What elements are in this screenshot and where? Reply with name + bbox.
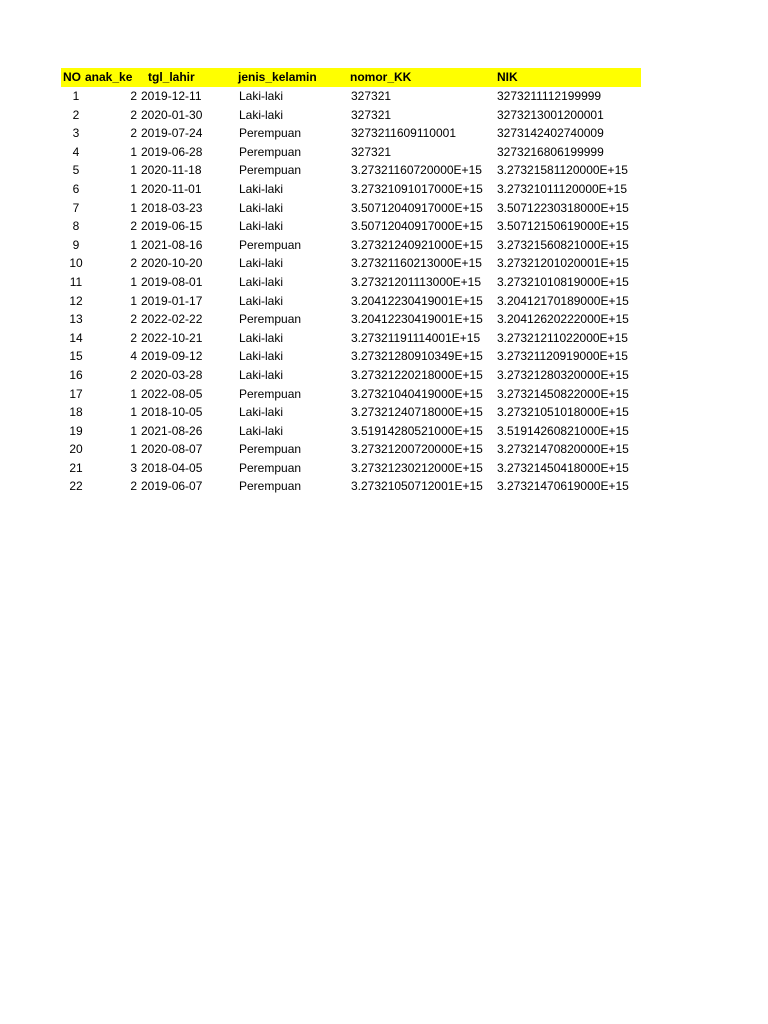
cell-nik: 3.27321201020001E+15 <box>497 256 629 271</box>
cell-nomor-kk: 3.27321040419000E+15 <box>351 386 483 401</box>
cell-anak-ke: 1 <box>130 274 137 289</box>
cell-nik: 3.50712230318000E+15 <box>497 200 629 215</box>
table-row <box>61 199 641 218</box>
table-row <box>61 440 641 459</box>
table-row <box>61 422 641 441</box>
cell-nomor-kk: 3.27321160720000E+15 <box>351 163 482 178</box>
cell-no: 3 <box>72 126 80 141</box>
table-row <box>61 477 641 496</box>
cell-nik: 3.27321011120000E+15 <box>497 181 628 196</box>
cell-no: 6 <box>72 181 80 196</box>
cell-no: 13 <box>69 312 83 327</box>
cell-nomor-kk: 327321 <box>351 144 392 159</box>
cell-nomor-kk: 3.27321191114001E+15 <box>351 330 481 345</box>
cell-tgl-lahir: 2020-01-30 <box>141 107 203 122</box>
table-row <box>61 254 641 273</box>
cell-tgl-lahir: 2019-08-01 <box>141 274 203 289</box>
cell-nomor-kk: 3.50712040917000E+15 <box>351 200 483 215</box>
table-row <box>61 459 641 478</box>
cell-jenis-kelamin: Laki-laki <box>239 293 284 308</box>
cell-nik: 3.27321120919000E+15 <box>497 349 628 364</box>
cell-nik: 3273142402740009 <box>497 126 604 141</box>
cell-anak-ke: 1 <box>130 423 137 438</box>
cell-jenis-kelamin: Perempuan <box>239 312 302 327</box>
cell-anak-ke: 1 <box>130 442 137 457</box>
cell-no: 16 <box>69 367 83 382</box>
cell-tgl-lahir: 2018-10-05 <box>141 405 203 420</box>
cell-nomor-kk: 3.27321230212000E+15 <box>351 460 483 475</box>
cell-tgl-lahir: 2022-10-21 <box>141 330 203 345</box>
cell-nik: 3273211112199999 <box>497 89 602 103</box>
cell-tgl-lahir: 2019-06-28 <box>141 144 203 159</box>
cell-nomor-kk: 3.27321160213000E+15 <box>351 256 482 271</box>
cell-no: 10 <box>69 256 83 271</box>
cell-no: 8 <box>72 219 80 234</box>
cell-nik: 3.27321470820000E+15 <box>497 442 629 457</box>
cell-nik: 3273213001200001 <box>497 107 604 122</box>
table-row <box>61 87 641 106</box>
cell-jenis-kelamin: Perempuan <box>239 460 302 475</box>
cell-no: 5 <box>72 163 80 178</box>
cell-tgl-lahir: 2022-02-22 <box>141 312 203 327</box>
table-row <box>61 273 641 292</box>
cell-no: 4 <box>72 144 80 159</box>
cell-jenis-kelamin: Laki-laki <box>239 181 284 196</box>
cell-no: 14 <box>69 330 83 345</box>
cell-nomor-kk: 3273211609110001 <box>351 126 456 141</box>
header-nik: NIK <box>497 70 518 84</box>
table-row <box>61 106 641 125</box>
cell-nik: 3.20412620222000E+15 <box>497 312 629 327</box>
cell-jenis-kelamin: Perempuan <box>239 479 302 494</box>
cell-anak-ke: 1 <box>130 200 137 215</box>
cell-nomor-kk: 327321 <box>351 89 392 103</box>
cell-nik: 3.27321560821000E+15 <box>497 237 629 252</box>
cell-anak-ke: 2 <box>130 126 137 141</box>
table-row <box>61 366 641 385</box>
cell-jenis-kelamin: Perempuan <box>239 237 302 252</box>
cell-jenis-kelamin: Laki-laki <box>239 367 284 382</box>
cell-nik: 3.50712150619000E+15 <box>497 219 629 234</box>
table-body <box>61 87 641 496</box>
cell-anak-ke: 1 <box>130 405 137 420</box>
cell-no: 19 <box>69 423 83 438</box>
cell-anak-ke: 2 <box>130 107 137 122</box>
cell-anak-ke: 2 <box>130 479 137 494</box>
cell-nomor-kk: 3.20412230419001E+15 <box>351 312 483 327</box>
cell-anak-ke: 1 <box>130 386 137 401</box>
cell-tgl-lahir: 2022-08-05 <box>141 386 203 401</box>
cell-no: 20 <box>69 442 83 457</box>
cell-anak-ke: 1 <box>130 293 137 308</box>
cell-no: 21 <box>69 460 83 475</box>
cell-jenis-kelamin: Laki-laki <box>239 89 284 103</box>
cell-no: 22 <box>69 479 83 494</box>
cell-nik: 3.27321211022000E+15 <box>497 330 628 345</box>
table-row <box>61 310 641 329</box>
table-row <box>61 347 641 366</box>
cell-jenis-kelamin: Perempuan <box>239 442 302 457</box>
header-jenis-kelamin: jenis_kelamin <box>238 70 317 84</box>
table-row <box>61 143 641 162</box>
cell-jenis-kelamin: Perempuan <box>239 126 302 141</box>
cell-tgl-lahir: 2021-08-16 <box>141 237 203 252</box>
cell-tgl-lahir: 2020-11-01 <box>141 181 202 196</box>
table-row <box>61 329 641 348</box>
cell-nik: 3.20412170189000E+15 <box>497 293 629 308</box>
cell-nomor-kk: 3.27321240718000E+15 <box>351 405 483 420</box>
cell-anak-ke: 2 <box>130 367 137 382</box>
cell-tgl-lahir: 2019-12-11 <box>141 89 202 103</box>
cell-anak-ke: 1 <box>130 163 137 178</box>
cell-tgl-lahir: 2018-04-05 <box>141 460 203 475</box>
cell-tgl-lahir: 2020-03-28 <box>141 367 203 382</box>
table-row <box>61 217 641 236</box>
cell-anak-ke: 2 <box>130 312 137 327</box>
table-row <box>61 180 641 199</box>
cell-nomor-kk: 3.27321280910349E+15 <box>351 349 483 364</box>
cell-no: 7 <box>72 200 80 215</box>
cell-nomor-kk: 3.27321220218000E+15 <box>351 367 483 382</box>
cell-jenis-kelamin: Laki-laki <box>239 330 284 345</box>
cell-no: 12 <box>69 293 83 308</box>
header-anak-ke: anak_ke <box>85 70 133 84</box>
cell-nik: 3.27321581120000E+15 <box>497 163 628 178</box>
cell-anak-ke: 1 <box>130 144 137 159</box>
cell-jenis-kelamin: Perempuan <box>239 144 302 159</box>
cell-nomor-kk: 3.27321201113000E+15 <box>351 274 482 289</box>
cell-nomor-kk: 3.27321050712001E+15 <box>351 479 483 494</box>
data-table <box>61 68 641 496</box>
cell-tgl-lahir: 2019-07-24 <box>141 126 203 141</box>
cell-jenis-kelamin: Laki-laki <box>239 200 284 215</box>
cell-nik: 3.27321051018000E+15 <box>497 405 629 420</box>
cell-no: 18 <box>69 405 83 420</box>
cell-no: 9 <box>72 237 80 252</box>
cell-no: 2 <box>72 107 80 122</box>
cell-jenis-kelamin: Laki-laki <box>239 256 284 271</box>
cell-anak-ke: 4 <box>130 349 137 364</box>
cell-nomor-kk: 3.27321240921000E+15 <box>351 237 483 252</box>
cell-tgl-lahir: 2019-06-15 <box>141 219 203 234</box>
cell-nomor-kk: 3.27321200720000E+15 <box>351 442 483 457</box>
table-row <box>61 124 641 143</box>
header-row <box>61 68 641 87</box>
cell-anak-ke: 2 <box>130 256 137 271</box>
cell-jenis-kelamin: Laki-laki <box>239 423 284 438</box>
cell-tgl-lahir: 2020-08-07 <box>141 442 203 457</box>
cell-anak-ke: 1 <box>130 181 137 196</box>
cell-jenis-kelamin: Laki-laki <box>239 349 284 364</box>
cell-tgl-lahir: 2021-08-26 <box>141 423 203 438</box>
cell-no: 1 <box>72 89 80 103</box>
cell-tgl-lahir: 2019-01-17 <box>141 293 203 308</box>
cell-no: 11 <box>69 274 83 289</box>
cell-tgl-lahir: 2020-10-20 <box>141 256 203 271</box>
header-nomor-kk: nomor_KK <box>350 70 412 84</box>
cell-jenis-kelamin: Laki-laki <box>239 219 284 234</box>
cell-nomor-kk: 327321 <box>351 107 392 122</box>
cell-tgl-lahir: 2018-03-23 <box>141 200 203 215</box>
cell-nomor-kk: 3.51914280521000E+15 <box>351 423 483 438</box>
cell-anak-ke: 2 <box>130 330 137 345</box>
table-row <box>61 292 641 311</box>
cell-nomor-kk: 3.50712040917000E+15 <box>351 219 483 234</box>
cell-nik: 3.27321010819000E+15 <box>497 274 629 289</box>
cell-anak-ke: 3 <box>130 460 137 475</box>
cell-no: 17 <box>69 386 83 401</box>
cell-tgl-lahir: 2020-11-18 <box>141 163 202 178</box>
cell-jenis-kelamin: Laki-laki <box>239 405 284 420</box>
header-no: NO <box>63 70 81 84</box>
cell-nomor-kk: 3.20412230419001E+15 <box>351 293 483 308</box>
table-row <box>61 161 641 180</box>
cell-jenis-kelamin: Laki-laki <box>239 274 284 289</box>
cell-anak-ke: 2 <box>130 89 137 103</box>
cell-nik: 3.27321450822000E+15 <box>497 386 629 401</box>
cell-anak-ke: 2 <box>130 219 137 234</box>
header-tgl-lahir: tgl_lahir <box>148 70 195 84</box>
cell-jenis-kelamin: Laki-laki <box>239 107 284 122</box>
cell-nomor-kk: 3.27321091017000E+15 <box>351 181 483 196</box>
cell-tgl-lahir: 2019-09-12 <box>141 349 203 364</box>
cell-nik: 3.27321280320000E+15 <box>497 367 629 382</box>
cell-nik: 3.27321470619000E+15 <box>497 479 629 494</box>
table-row <box>61 403 641 422</box>
table-row <box>61 236 641 255</box>
cell-nik: 3273216806199999 <box>497 144 604 159</box>
cell-nik: 3.27321450418000E+15 <box>497 460 629 475</box>
cell-tgl-lahir: 2019-06-07 <box>141 479 203 494</box>
cell-nik: 3.51914260821000E+15 <box>497 423 629 438</box>
cell-anak-ke: 1 <box>130 237 137 252</box>
cell-jenis-kelamin: Perempuan <box>239 163 302 178</box>
cell-jenis-kelamin: Perempuan <box>239 386 302 401</box>
cell-no: 15 <box>69 349 83 364</box>
table-row <box>61 385 641 404</box>
